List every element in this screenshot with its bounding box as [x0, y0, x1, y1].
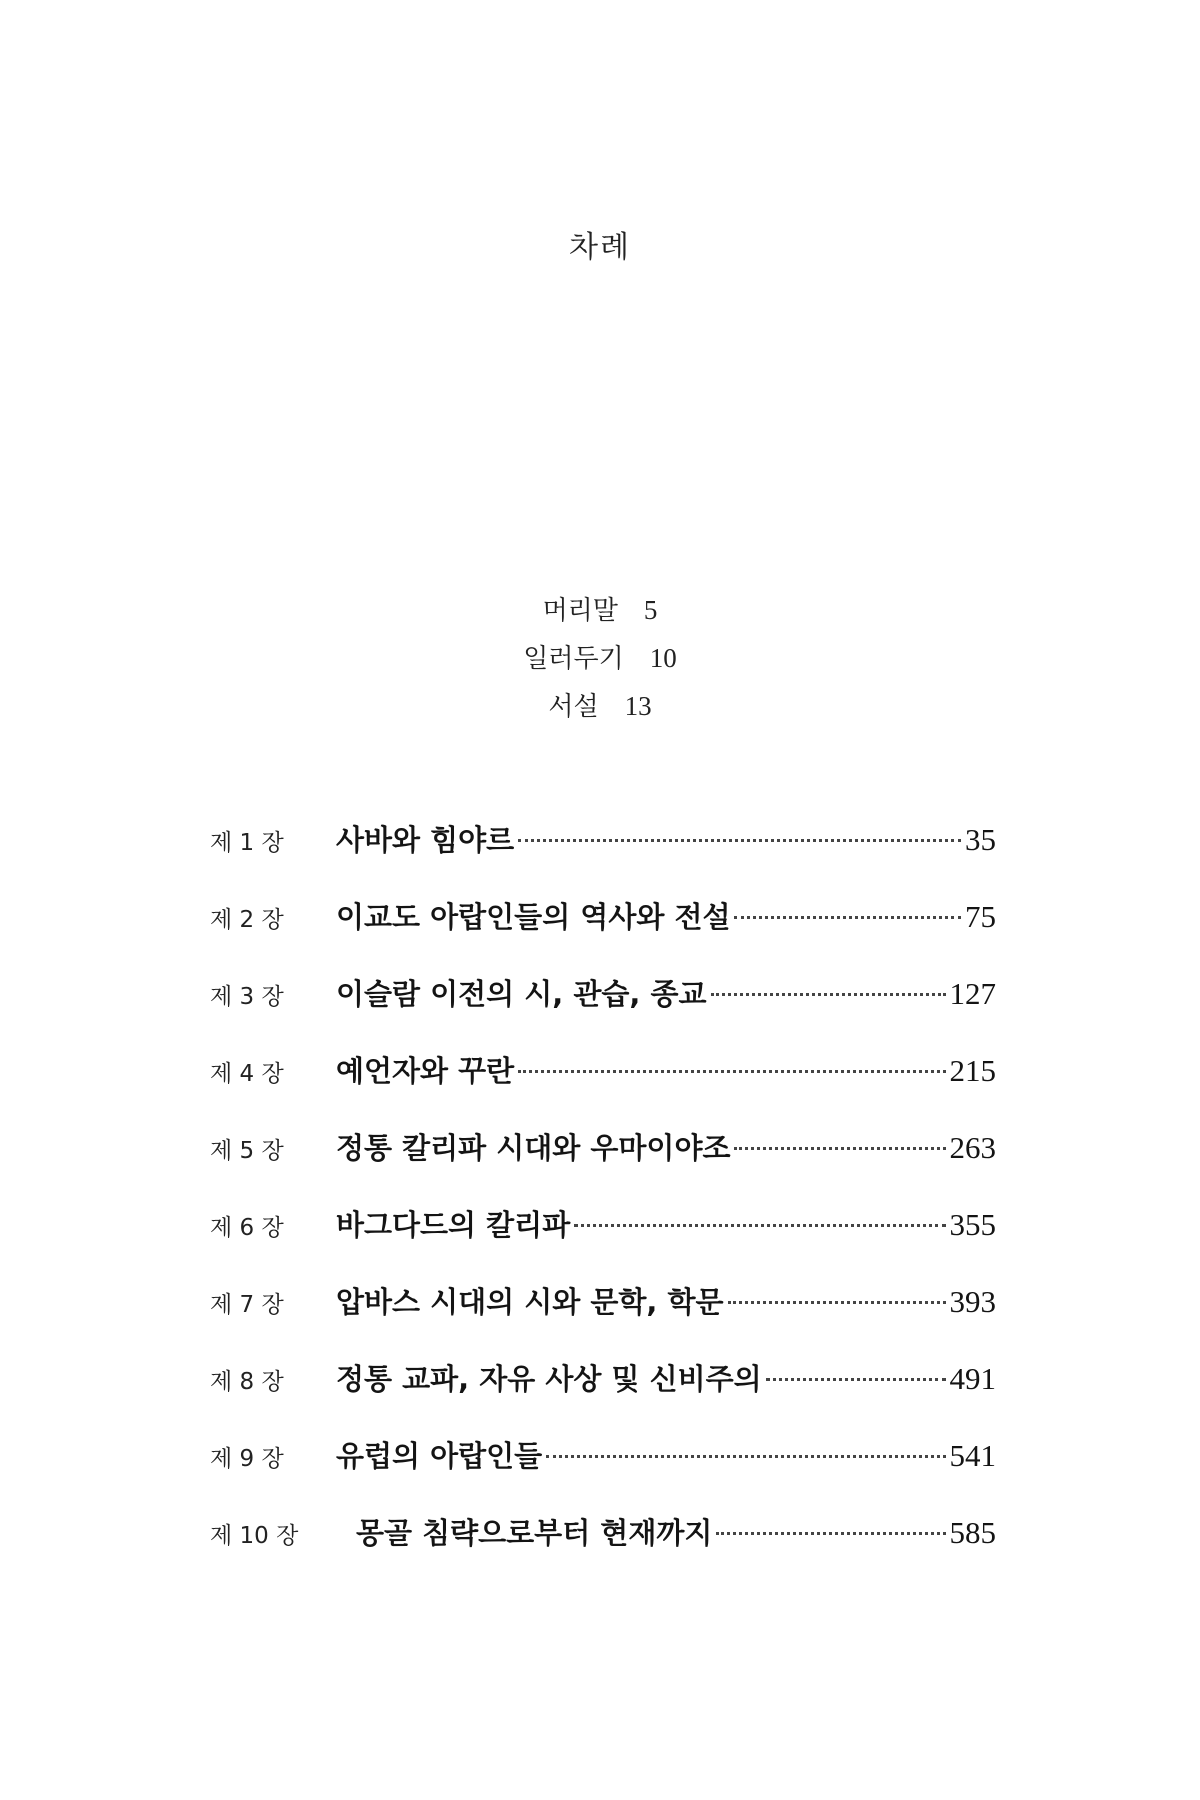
chapter-number: 제 5 장: [210, 1138, 284, 1164]
chapter-page: 127: [949, 976, 996, 1011]
chapter-title: 예언자와 꾸란: [336, 1054, 515, 1088]
dot-leader: [766, 1378, 946, 1381]
chapter-number: 제 1 장: [210, 830, 284, 856]
chapter-entry: [210, 1128, 996, 1205]
chapter-entry: [210, 820, 996, 897]
chapter-number: 제 6 장: [210, 1215, 284, 1241]
chapter-page: 355: [949, 1207, 996, 1242]
chapter-number: 제 2 장: [210, 907, 284, 933]
dot-leader: [518, 1070, 945, 1073]
chapter-title: 몽골 침략으로부터 현재까지: [356, 1516, 713, 1550]
chapter-title: 압바스 시대의 시와 문학, 학문: [336, 1285, 724, 1319]
chapter-number: 제 10 장: [210, 1523, 299, 1549]
dot-leader: [728, 1301, 946, 1304]
chapter-title: 이교도 아랍인들의 역사와 전설: [336, 900, 731, 934]
page-title: 차례: [569, 230, 631, 265]
dot-leader: [734, 1147, 945, 1150]
front-matter-page: 10: [649, 643, 677, 673]
chapter-title: 정통 칼리파 시대와 우마이야조: [336, 1131, 731, 1165]
chapter-entry: [210, 1436, 996, 1513]
front-matter-item: [0, 586, 1200, 634]
chapter-entry: [210, 1205, 996, 1282]
chapter-title: 정통 교파, 자유 사상 및 신비주의: [336, 1362, 762, 1396]
chapter-entry: [210, 1359, 996, 1436]
chapter-entry: [210, 1282, 996, 1359]
chapter-page: 75: [965, 899, 996, 934]
front-matter-item: [0, 634, 1200, 682]
chapter-entry: [210, 1051, 996, 1128]
chapter-page: 541: [949, 1438, 996, 1473]
front-matter-page: 13: [624, 691, 652, 721]
chapter-number: 제 9 장: [210, 1446, 284, 1472]
front-matter-list: [0, 586, 1200, 730]
chapter-title: 유럽의 아랍인들: [336, 1439, 543, 1473]
chapter-entry: [210, 974, 996, 1051]
chapter-page: 215: [949, 1053, 996, 1088]
dot-leader: [546, 1455, 945, 1458]
chapter-title: 바그다드의 칼리파: [336, 1208, 571, 1242]
chapter-page: 393: [949, 1284, 996, 1319]
chapter-title: 사바와 힘야르: [336, 823, 515, 857]
chapter-number: 제 7 장: [210, 1292, 284, 1318]
dot-leader: [711, 993, 946, 996]
chapter-number: 제 4 장: [210, 1061, 284, 1087]
chapter-number: 제 3 장: [210, 984, 284, 1010]
dot-leader: [734, 916, 961, 919]
chapter-page: 491: [949, 1361, 996, 1396]
chapter-number: 제 8 장: [210, 1369, 284, 1395]
chapter-entry: [210, 1513, 996, 1590]
dot-leader: [518, 839, 961, 842]
dot-leader: [716, 1532, 945, 1535]
front-matter-label: 머리말: [542, 596, 618, 626]
chapter-page: 35: [965, 822, 996, 857]
chapter-title: 이슬람 이전의 시, 관습, 종교: [336, 977, 707, 1011]
front-matter-label: 서설: [548, 692, 599, 722]
chapter-page: 585: [949, 1515, 996, 1550]
front-matter-page: 5: [643, 595, 658, 625]
chapter-list: [210, 820, 996, 1590]
dot-leader: [574, 1224, 945, 1227]
chapter-page: 263: [949, 1130, 996, 1165]
chapter-entry: [210, 897, 996, 974]
front-matter-item: [0, 682, 1200, 730]
front-matter-label: 일러두기: [523, 644, 624, 674]
